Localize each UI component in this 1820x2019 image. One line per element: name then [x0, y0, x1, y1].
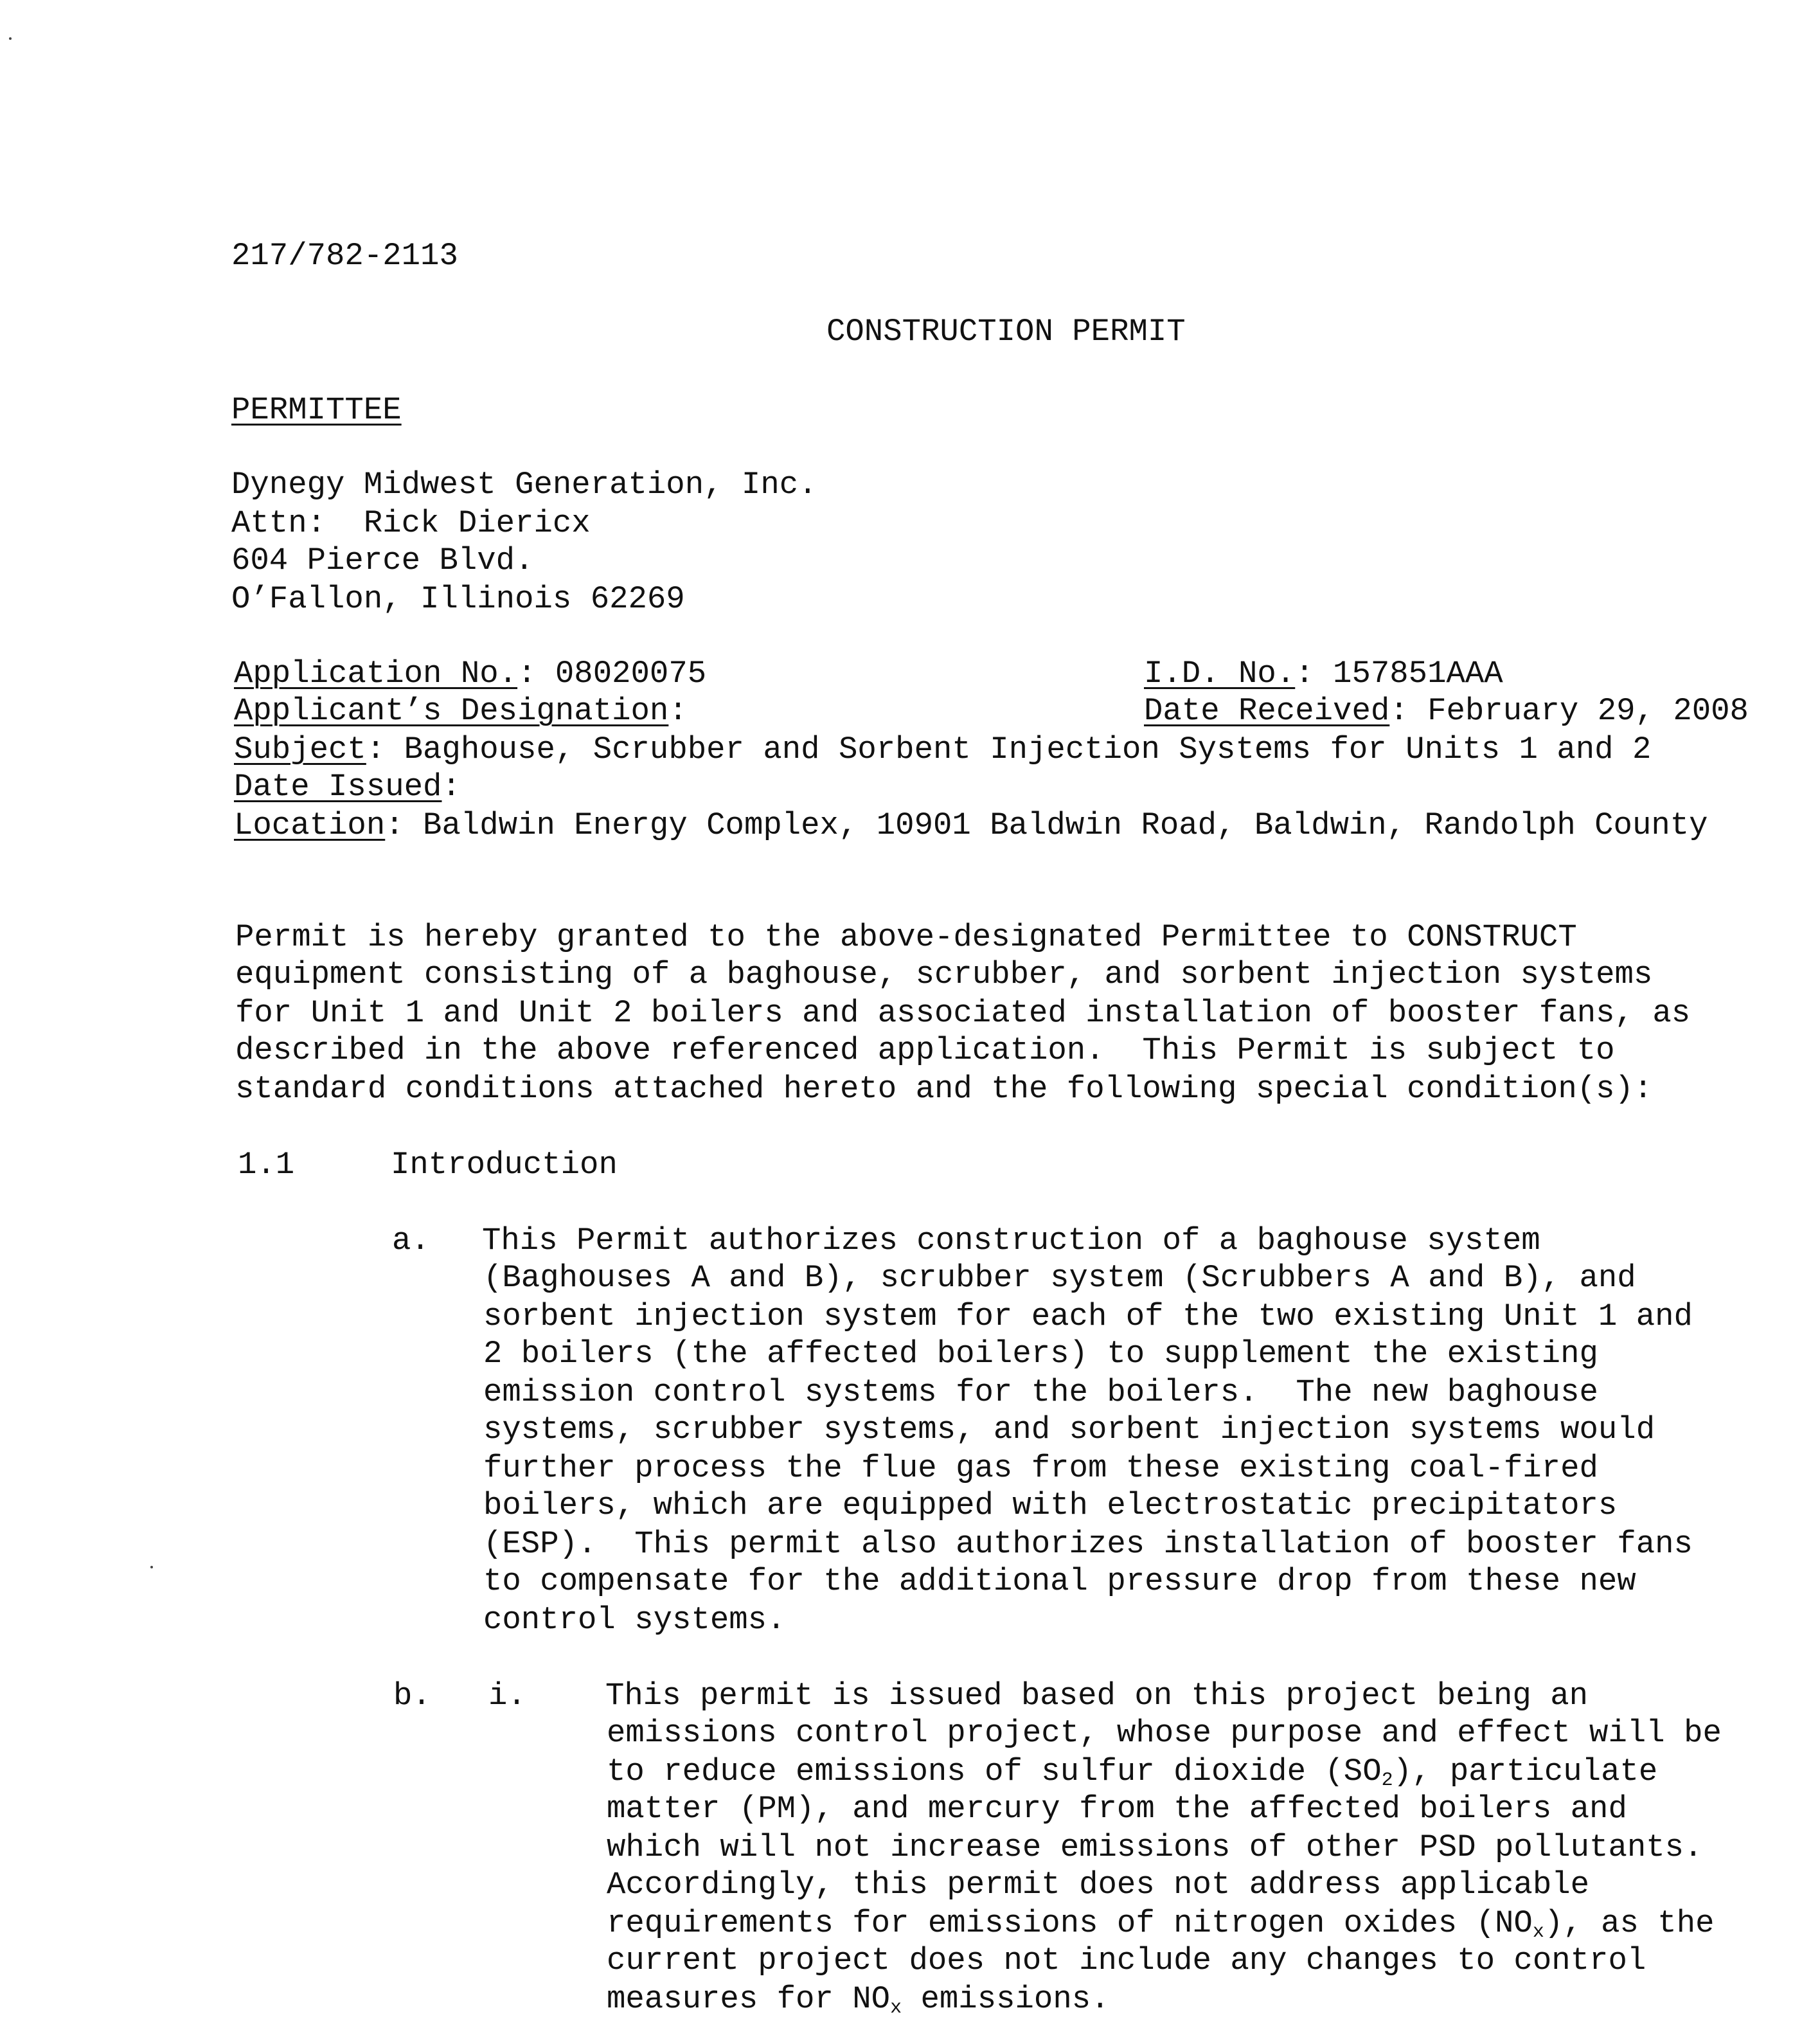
item-a-line: emission control systems for the boilers. The new baghouse [483, 1374, 1598, 1410]
address-line: 604 Pierce Blvd. [231, 543, 534, 579]
item-a-line: systems, scrubber systems, and sorbent injection systems would [483, 1412, 1655, 1448]
date-issued-field [234, 771, 461, 803]
item-a-line: control systems. [483, 1602, 786, 1638]
item-b-line: which will not increase emissions of other PSD pollutants. [607, 1829, 1703, 1865]
section-number: 1.1 [238, 1147, 295, 1183]
paragraph-line: Permit is hereby granted to the above-designated Permittee to CONSTRUCT [235, 919, 1577, 955]
so2-subscript: 2 [1381, 1770, 1393, 1791]
subject-field [234, 731, 1652, 767]
item-b-line: Accordingly, this permit does not address applicable [607, 1867, 1590, 1903]
location-field [234, 807, 1708, 843]
so2-text-after: ), particulate [1393, 1754, 1658, 1790]
nox-subscript: x [890, 1997, 902, 2019]
scan-speck-top [9, 37, 12, 40]
item-b-sublabel: i. [488, 1678, 526, 1714]
paragraph-line: equipment consisting of a baghouse, scrubber, and sorbent injection systems [235, 956, 1653, 992]
item-a-line: 2 boilers (the affected boilers) to supplement the existing [483, 1336, 1598, 1372]
date-received-label: Date Received [1144, 693, 1390, 729]
designation-value: : [668, 693, 688, 729]
location-value: : Baldwin Energy Complex, 10901 Baldwin Road, Baldwin, Randolph County [385, 807, 1708, 843]
item-a-line: to compensate for the additional pressure drop from these new [483, 1563, 1636, 1599]
item-b-line [607, 1754, 1658, 1791]
nox-subscript: x [1532, 1921, 1544, 1943]
paragraph-line: described in the above referenced application. This Permit is subject to [235, 1032, 1615, 1068]
item-b-line [607, 1905, 1715, 1943]
address-line: Dynegy Midwest Generation, Inc. [231, 467, 817, 503]
application-no-value: : 08020075 [517, 656, 707, 692]
location-label: Location [234, 807, 386, 843]
date-received-value: : February 29, 2008 [1389, 693, 1749, 729]
date-issued-value: : [442, 769, 461, 805]
nox-text-after: ), as the [1544, 1905, 1715, 1941]
nox-text-before: measures for NO [607, 1981, 891, 2017]
designation-field [234, 695, 688, 727]
item-b-line: emissions control project, whose purpose and effect will be [607, 1715, 1722, 1751]
item-a-line: (Baghouses A and B), scrubber system (Scrubbers A and B), and [483, 1260, 1636, 1296]
scan-speck-left [150, 1566, 153, 1568]
item-b-line: current project does not include any changes to control [607, 1943, 1646, 1979]
item-a-line: further process the flue gas from these existing coal-fired [483, 1450, 1598, 1486]
item-b-label: b. [393, 1678, 431, 1714]
item-a-line: boilers, which are equipped with electrostatic precipitators [483, 1487, 1618, 1523]
item-a-line: (ESP). This permit also authorizes installation of booster fans [483, 1526, 1693, 1562]
subject-value: : Baghouse, Scrubber and Sorbent Injection Systems for Units 1 and 2 [366, 731, 1652, 767]
item-b-line: matter (PM), and mercury from the affected boilers and [607, 1791, 1627, 1827]
id-no-label: I.D. No. [1144, 656, 1296, 692]
nox-text-before: requirements for emissions of nitrogen oxides (NO [607, 1905, 1533, 1941]
document-title: CONSTRUCTION PERMIT [826, 314, 1186, 350]
item-a-line: This Permit authorizes construction of a baghouse system [482, 1223, 1540, 1259]
subject-label: Subject [234, 731, 366, 767]
address-line: Attn: Rick Diericx [231, 505, 591, 541]
section-title: Introduction [391, 1147, 618, 1183]
permittee-heading: PERMITTEE [231, 392, 402, 428]
paragraph-line: for Unit 1 and Unit 2 boilers and associated installation of booster fans, as [235, 995, 1691, 1031]
application-no-field [234, 658, 706, 690]
nox-text-after: emissions. [902, 1981, 1110, 2017]
address-line: O’Fallon, Illinois 62269 [231, 581, 685, 617]
date-received-field [1144, 695, 1749, 727]
so2-text-before: to reduce emissions of sulfur dioxide (SO [607, 1754, 1382, 1790]
paragraph-line: standard conditions attached hereto and the following special condition(s): [235, 1071, 1653, 1107]
date-issued-label: Date Issued [234, 769, 442, 805]
id-no-field [1144, 658, 1503, 690]
designation-label: Applicant’s Designation [234, 693, 669, 729]
item-b-line: This permit is issued based on this project being an [605, 1678, 1589, 1714]
id-no-value: : 157851AAA [1295, 656, 1503, 692]
application-no-label: Application No. [234, 656, 518, 692]
phone-number: 217/782-2113 [231, 238, 458, 274]
item-a-line: sorbent injection system for each of the two existing Unit 1 and [483, 1298, 1693, 1334]
item-a-label: a. [392, 1223, 430, 1259]
item-b-line [607, 1981, 1110, 2019]
